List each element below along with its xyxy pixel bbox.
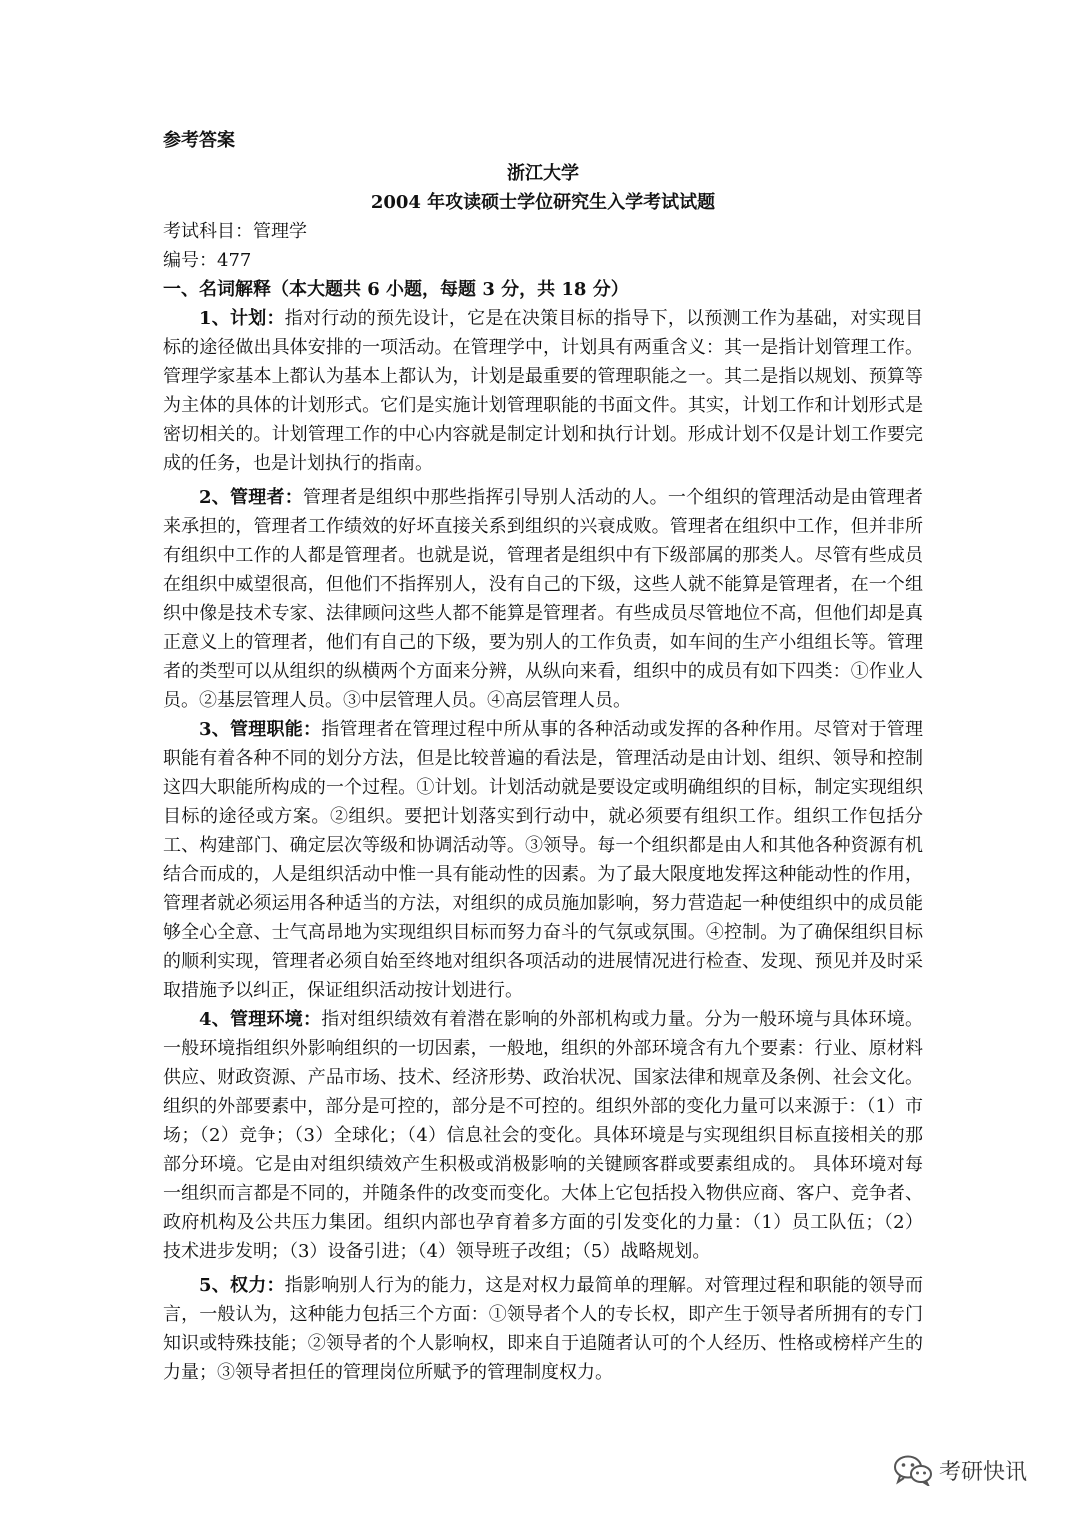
term-body: 指影响别人行为的能力，这是对权力最简单的理解。对管理过程和职能的领导而言，一般认为，这种能力包括三个方面：①领导者个人的专长权，即产生于领导者所拥有的专门知识或特殊技能；②领导者的个人影响权，即来自于追随者认可的个人经历、性格或榜样产生的力量；③领导者担任的管理岗位所赋予的管理制度权力。 [163,1275,924,1383]
term-label: 3、管理职能： [199,719,322,740]
term-definition [163,304,923,478]
answer-label: 参考答案 [163,130,235,151]
term-body: 指对行动的预先设计，它是在决策目标的指导下，以预测工作为基础，对实现目标的途径做出具体安排的一项活动。在管理学中，计划具有两重含义：其一是指计划管理工作。管理学家基本上都认为基本上都认为，计划是最重要的管理职能之一。其二是指以规划、预算等为主体的具体的计划形式。它们是实施计划管理职能的书面文件。其实，计划工作和计划形式是密切相关的。计划管理工作的中心内容就是制定计划和执行计划。形成计划不仅是计划工作要完成的任务，也是计划执行的指南。 [163,308,924,474]
exam-title: 2004 年攻读硕士学位研究生入学考试试题 [370,192,716,213]
exam-subject: 考试科目：管理学 [163,221,307,242]
term-body: 指对组织绩效有着潜在影响的外部机构或力量。分为一般环境与具体环境。一般环境指组织外影响组织的一切因素，一般地，组织的外部环境含有九个要素：行业、原材料供应、财政资源、产品市场、技术、经济形势、政治状况、国家法律和规章及条例、社会文化。组织的外部要素中，部分是可控的，部分是不可控的。组织外部的变化力量可以来源于：（1）市场；（2）竞争；（3）全球化；（4）信息社会的变化。具体环境是与实现组织目标直接相关的那部分环境。它是由对组织绩效产生积极或消极影响的关键顾客群或要素组成的。 具体环境对每一组织而言都是不同的，并随条件的改变而变化。大体上它包括投入物供应商、客户、竞争者、政府机构及公共压力集团。组织内部也孕育着多方面的引发变化的力量：（1）员工队伍；（2）技术进步发明；（3）设备引进；（4）领导班子改组；（5）战略规划。 [163,1009,924,1262]
term-label: 2、管理者： [199,487,303,508]
document-page [163,126,923,1387]
term-label: 5、权力： [199,1275,285,1296]
section-heading: 一、名词解释（本大题共 6 小题，每题 3 分，共 18 分） [163,279,629,300]
term-definition [163,715,923,1005]
term-body: 指管理者在管理过程中所从事的各种活动或发挥的各种作用。尽管对于管理职能有着各种不同的划分方法，但是比较普遍的看法是，管理活动是由计划、组织、领导和控制这四大职能所构成的一个过程。①计划。计划活动就是要设定或明确组织的目标，制定实现组织目标的途径或方案。②组织。要把计划落实到行动中，就必须要有组织工作。组织工作包括分工、构建部门、确定层次等级和协调活动等。③领导。每一个组织都是由人和其他各种资源有机结合而成的，人是组织活动中惟一具有能动性的因素。为了最大限度地发挥这种能动性的作用，管理者就必须运用各种适当的方法，对组织的成员施加影响，努力营造起一种使组织中的成员能够全心全意、士气高昂地为实现组织目标而努力奋斗的气氛或氛围。④控制。为了确保组织目标的顺利实现，管理者必须自始至终地对组织各项活动的进展情况进行检查、发现、预见并及时采取措施予以纠正，保证组织活动按计划进行。 [163,719,924,1001]
term-body: 管理者是组织中那些指挥引导别人活动的人。一个组织的管理活动是由管理者来承担的，管理者工作绩效的好坏直接关系到组织的兴衰成败。管理者在组织中工作，但并非所有组织中工作的人都是管理者。也就是说，管理者是组织中有下级部属的那类人。尽管有些成员在组织中威望很高，但他们不指挥别人，没有自己的下级，这些人就不能算是管理者，在一个组织中像是技术专家、法律顾问这些人都不能算是管理者。有些成员尽管地位不高，但他们却是真正意义上的管理者，他们有自己的下级，要为别人的工作负责，如车间的生产小组组长等。管理者的类型可以从组织的纵横两个方面来分辨，从纵向来看，组织中的成员有如下四类：①作业人员。②基层管理人员。③中层管理人员。④高层管理人员。 [163,487,923,711]
wechat-icon [893,1454,933,1486]
watermark-text: 考研快讯 [939,1459,1028,1485]
term-label: 4、管理环境： [199,1009,322,1030]
term-definition [163,1271,923,1387]
university-name: 浙江大学 [507,163,579,184]
term-definition [163,1005,923,1266]
watermark [893,1454,1027,1486]
term-label: 1、计划： [199,308,285,329]
exam-code: 编号：477 [163,250,252,271]
term-definition [163,483,923,715]
